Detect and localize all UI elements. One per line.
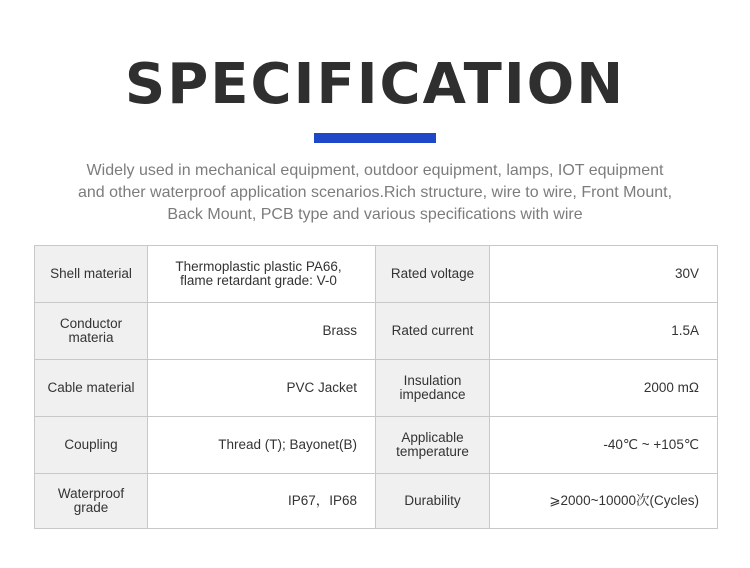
page-title: SPECIFICATION — [124, 52, 626, 117]
spec-value-coupling — [148, 417, 376, 474]
spec-value-conductor-material — [148, 303, 376, 360]
spec-value-waterproof-grade — [148, 474, 376, 529]
spec-value-durability: ⩾2000~10000次(Cycles) — [490, 474, 718, 529]
spec-label-shell-material: Shell material — [35, 246, 148, 303]
table-row — [35, 417, 718, 474]
description-line: and other waterproof application scenarios.Rich structure, wire to wire, Front Mount, — [77, 184, 673, 201]
spec-value-rated-current: 1.5A — [490, 303, 718, 360]
title-accent-bar — [314, 133, 436, 143]
description-line: Back Mount, PCB type and various specifications with wire — [167, 206, 583, 223]
table-row — [35, 303, 718, 360]
spec-value-cable-material — [148, 360, 376, 417]
spec-label-rated-current: Rated current — [376, 303, 490, 360]
spec-value-applicable-temperature: -40℃ ~ +105℃ — [490, 417, 718, 474]
spec-label-applicable-temperature: Applicable temperature — [376, 417, 490, 474]
spec-value-insulation-impedance: 2000 mΩ — [490, 360, 718, 417]
spec-label-conductor-material: Conductor materia — [35, 303, 148, 360]
table-row — [35, 474, 718, 529]
spec-value-line: PVC Jacket — [286, 380, 357, 395]
spec-value-line: Brass — [322, 323, 357, 338]
spec-value-line: Thread (T); Bayonet(B) — [218, 437, 357, 452]
spec-table — [34, 245, 718, 529]
description-paragraph — [40, 160, 710, 226]
spec-value-shell-material — [148, 246, 376, 303]
spec-value-rated-voltage: 30V — [490, 246, 718, 303]
spec-value-line: IP67，IP68 — [287, 493, 357, 508]
table-row — [35, 360, 718, 417]
table-row — [35, 246, 718, 303]
spec-label-cable-material: Cable material — [35, 360, 148, 417]
spec-value-line: flame retardant grade: V-0 — [180, 273, 337, 288]
description-line: Widely used in mechanical equipment, outdoor equipment, lamps, IOT equipment — [86, 162, 664, 179]
spec-label-durability: Durability — [376, 474, 490, 529]
spec-label-rated-voltage: Rated voltage — [376, 246, 490, 303]
spec-label-waterproof-grade: Waterproof grade — [35, 474, 148, 529]
spec-label-coupling: Coupling — [35, 417, 148, 474]
spec-value-line: Thermoplastic plastic PA66, — [175, 259, 342, 274]
spec-label-insulation-impedance: Insulation impedance — [376, 360, 490, 417]
